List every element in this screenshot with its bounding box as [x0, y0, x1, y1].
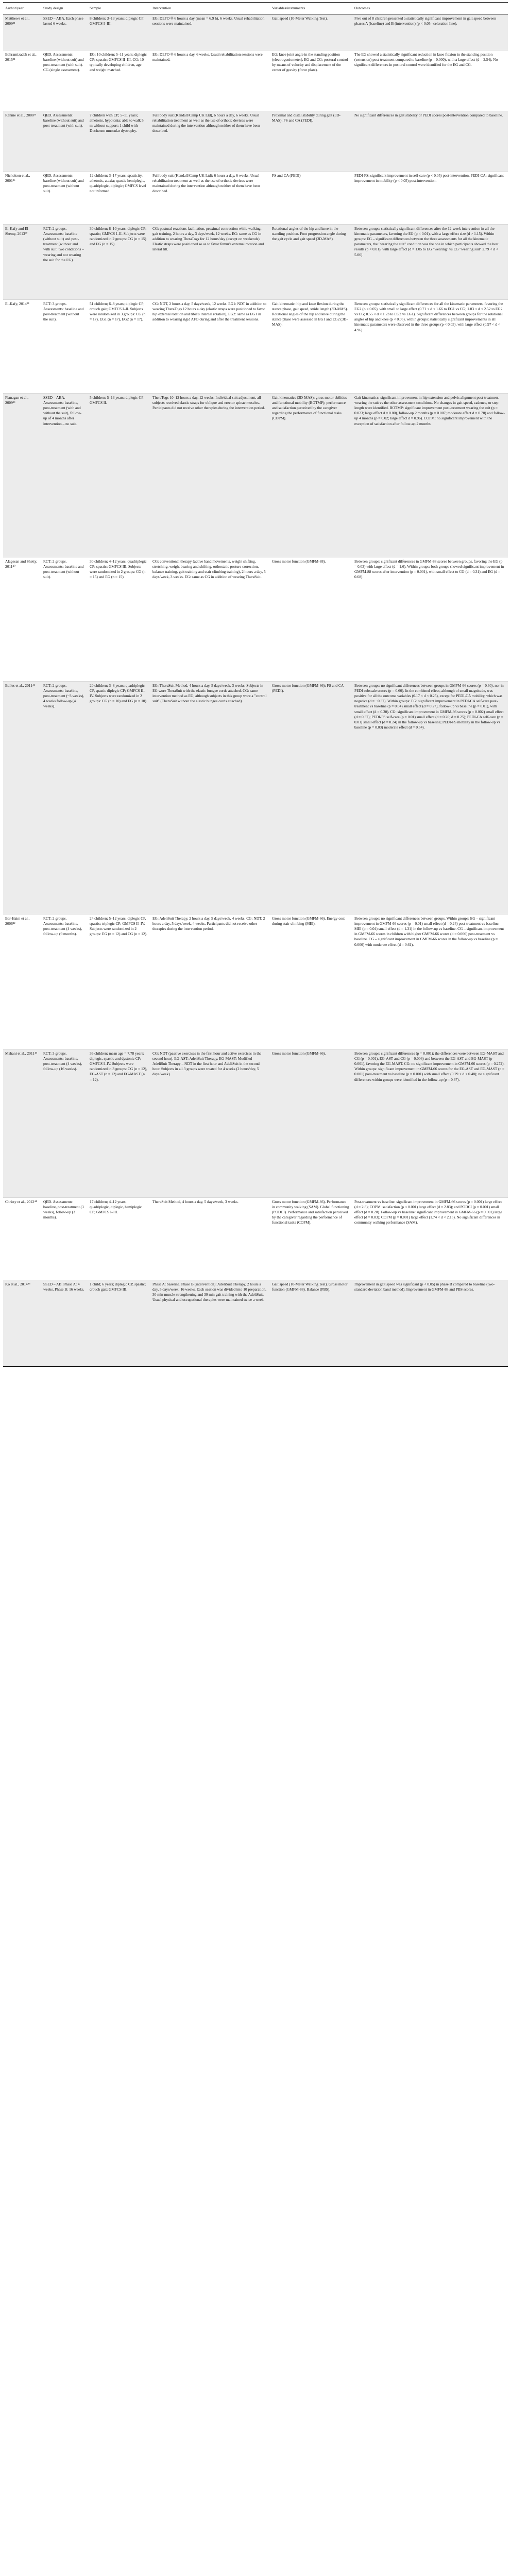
sample-cell: 7 children with CP; 5–11 years; athetosis, hypotonia; able to walk 5 m without support; 1 child with Duchenne muscular dystrophy. — [88, 111, 150, 172]
outcomes-cell: Between groups: statistically significant differences after the 12-week intervention in all the kinematic parameters, favoring the EG (p < 0.01), with a large effect size (d > 1.15). Within groups: EG – significant differences between the three assessments for all the kinematic parameters, the "wearing the suit" condition was the one in which participants showed the best results (p < 0.01), with large effect (d = 1.05 to EG "wearing" vs EG "wearing suit" 2.79 < d < 5.06). — [352, 225, 508, 300]
intervention-cell: EG: DEFO ® 6 hours a day, 6 weeks. Usual rehabilitation sessions were maintained. — [150, 50, 270, 111]
intervention-cell: TheraSuit Method, 4 hours a day, 5 days/week, 3 weeks. — [150, 1198, 270, 1280]
table-row — [3, 225, 508, 300]
intervention-cell: TheraTogs 10–12 hours a day, 12 weeks. Individual suit adjustment, all subjects received elastic straps for oblique and erector spinae muscles. Participants did not receive other therapies during the intervention period. — [150, 394, 270, 557]
variables-cell: Gait speed (10-Meter Walking Test). Gross motor function (GMFM-88). Balance (PBS). — [270, 1280, 352, 1367]
header-variables-instruments: Variables/instruments — [270, 3, 352, 14]
variables-cell: Gross motor function (GMFM-66). Energy cost during stair-climbing (MEI). — [270, 914, 352, 1049]
intervention-cell: Phase A: baseline. Phase B (intervention): AdeliSuit Therapy, 2 hours a day, 5 days/week, 16 weeks. Each session was divided into 10 preparation, 30 min muscle strengthening and 30 min gait training with the AdeliSuit. Usual physical and occupational therapies were maintained twice a week. — [150, 1280, 270, 1367]
sample-cell: 5 children; 5–13 years; diplegic CP; GMFCS II. — [88, 394, 150, 557]
author-year-cell: El-Kafy, 2014³⁸ — [3, 300, 41, 394]
variables-cell: Gait kinematic: hip and knee flexion during the stance phase, gait speed, stride length (3D-MAS). Rotational angles of the hip and knee during the stance phase were assessed in EG1 and EG2 (3D-MAS). — [270, 300, 352, 394]
variables-cell: FS and CA (PEDI) — [270, 172, 352, 225]
variables-cell: EG: knee joint angle in the standing position (electrogoniometer). EG and CG: postural control by means of velocity and displacement of the center of gravity (force plate). — [270, 50, 352, 111]
study-design-cell: RCT: 2 groups. Assessments: baseline (without suit) and post-treatment (without and with suit: two conditions – wearing and not wearing the suit for the EG). — [41, 225, 88, 300]
studies-table — [3, 2, 508, 1367]
header-row — [3, 3, 508, 14]
outcomes-cell: Between groups: significant differences in GMFM-88 scores between groups, favoring the EG (p = 0.03) with large effect (d = 1.6). Within groups: both groups showed significant improvement in GMFM-88 scores after intervention (p = 0.001), with small effect to CG (d = 0.31) and EG (d = 0.68). — [352, 557, 508, 682]
study-design-cell: RCT: 3 groups. Assessments: baseline, post-treatment (4 weeks), follow-up (16 weeks). — [41, 1049, 88, 1198]
variables-cell: Rotational angles of the hip and knee in the standing position. Foot progression angle during the gait cycle and gait speed (3D-MAS). — [270, 225, 352, 300]
table-row — [3, 1198, 508, 1280]
outcomes-cell: Between groups: no significant differences between groups. Within groups: EG – significant improvement in GMFM-66 scores (p = 0.01) small effect (d = 0.24) post-treatment vs baseline. MEI (p = 0.04) small effect (d = 1.31) in the follow-up vs baseline. CG – significant improvement in GMFM-66 scores in children with higher GMFM-66 scores (d = 0.006) post-treatment vs baseline. CG – significant improvement in GMFM-66 scores in the follow-up vs baseline (p = 0.006) with moderate effect (d = 0.61). — [352, 914, 508, 1049]
variables-cell: Gross motor function (GMFM-88). — [270, 557, 352, 682]
intervention-cell: CG: postural reactions facilitation, proximal contraction while walking, gait training, 2 hours a day, 3 days/week, 12 weeks. EG: same as CG in addition to wearing TheraTogs for 12 hours/day (except on weekends). Elastic straps were positioned so as to favor femur's external rotation and lateral tilt. — [150, 225, 270, 300]
header-sample: Sample — [88, 3, 150, 14]
outcomes-cell: Gait kinematics: significant improvement in hip extension and pelvis alignment post-treatment wearing the suit vs the other assessment conditions. No changes in gait speed, cadence, or step length were identified. BOTMP: significant improvement post-treatment wearing the suit (p = 0.023; large effect d = 0.80), follow-up 2 months (p = 0.007; moderate effect d = 0.70) and follow-up 4 months (p = 0.02; large effect d = 0.96). COPM: no significant improvement with the exception of satisfaction after follow-up 2 months. — [352, 394, 508, 557]
study-design-cell: RCT: 2 groups. Assessments: baseline, post-treatment (~3 weeks), 4 weeks follow-up (4 weeks). — [41, 682, 88, 914]
sample-cell: 20 children; 3–8 years; quadriplegic CP, spastic diplegic CP; GMFCS II–IV. Subjects were randomized in 2 groups: CG (n = 10) and EG (n = 10). — [88, 682, 150, 914]
author-year-cell: Christy et al., 2012⁴⁴ — [3, 1198, 41, 1280]
outcomes-cell: Between groups: significant differences (p = 0.001); the differences were between EG-MAST and CG (p = 0.001), EG-AST and CG (p = 0.006) and between the EG-AST and EG-MAST (p = 0.001), favoring the EG-MAST. CG: no significant improvement in GMFM-66 scores (p = 0.272). Within groups: significant improvement in GMFM-66 scores for the EG-AST and EG-MAST (p = 0.001) post-treatment vs baseline (p = 0.001) with small effect (0.29 < d < 0.48); no significant differences within groups were identified in the follow-up (p = 0.67). — [352, 1049, 508, 1198]
study-design-cell: QED. Assessments: baseline (without suit) and post-treatment (with suit). — [41, 111, 88, 172]
table-row — [3, 1280, 508, 1367]
variables-cell: Gross motor function (GMFM-66). Performance in community walking (SAM). Global functioning (PODCI). Performance and satisfaction perceived by the caregiver regarding the performance of functional tasks (COPM). — [270, 1198, 352, 1280]
intervention-cell: EG: TheraSuit Method, 4 hours a day, 5 days/week, 3 weeks. Subjects in EG wore TheraSuit with the elastic bungee cords attached. CG: same intervention method as EG, although subjects in this group wore a "control suit" (TheraSuit without the elastic bungee cords attached). — [150, 682, 270, 914]
study-design-cell: RCT: 3 groups. Assessments: baseline and post-treatment (without the suit). — [41, 300, 88, 394]
study-design-cell: QED. Assessments: baseline (without suit) and post-treatment (with suit). CG (single assessment). — [41, 50, 88, 111]
sample-cell: 12 children; 3–17 years; spasticity, athetosis, ataxia; spastic hemiplegic, quadriplegic, diplegic; GMFCS level not informed. — [88, 172, 150, 225]
intervention-cell: CG: NDT, 2 hours a day, 5 days/week, 12 weeks. EG1: NDT in addition to wearing TheraTogs 12 hours a day (elastic straps were positioned to favor hip external rotation and tibia's internal rotation), EG2: same as EG1 in addition to wearing rigid AFO during and after the treatment sessions. — [150, 300, 270, 394]
study-design-cell: RCT: 2 groups. Assessments: baseline and post-treatment (without suit). — [41, 557, 88, 682]
outcomes-cell: Five out of 8 children presented a statistically significant improvement in gait speed between phases A (baseline) and B (intervention) (p < 0.05 –celeration line). — [352, 14, 508, 50]
author-year-cell: Matthews et al., 2009³³ — [3, 14, 41, 50]
table-header — [3, 3, 508, 14]
variables-cell: Gait kinematics (3D-MAS); gross motor abilities and functional mobility (BOTMP); performance and satisfaction perceived by the caregiver regarding the performance of functional tasks (COPM). — [270, 394, 352, 557]
author-year-cell: Bar-Haim et al., 2006⁴² — [3, 914, 41, 1049]
study-design-cell: SSED – ABA. Assessments: baseline, post-treatment (with and without the suit), follow-up of 4 months after intervention – no suit. — [41, 394, 88, 557]
table-row — [3, 300, 508, 394]
table-row — [3, 682, 508, 914]
outcomes-cell: Between groups: statistically significant differences for all the kinematic parameters, favoring the EG2 (p < 0.05), with small to large effect (0.71 < d < 1.66 to EG1 vs CG; 1.03 < d < 2.52 to EG2 vs CG; 0.55 < d < 1.23 to EG2 vs EG1). Significant differences between groups for the rotational angles of hip and knee (p < 0.05), within groups: statistically significant improvements in all kinematic parameters were observed in the three groups (p < 0.05), with large effect (0.97 < d < 4.96). — [352, 300, 508, 394]
outcomes-cell: No significant differences in gait stability or PEDI scores post-intervention compared to baseline. — [352, 111, 508, 172]
intervention-cell: Full body suit (Kendall/Camp UK Ltd), 6 hours a day, 6 weeks. Usual rehabilitation treatment as well as the use of orthotic devices were maintained during the intervention although neither of them have been described. — [150, 111, 270, 172]
variables-cell: Proximal and distal stability during gait (3D-MAS); FS and CA (PEDI). — [270, 111, 352, 172]
study-design-cell: RCT: 2 groups. Assessments: baseline, post-treatment (4 weeks), follow-up (9 months). — [41, 914, 88, 1049]
study-design-cell: SSED – AB. Phase A: 4 weeks. Phase B: 16 weeks. — [41, 1280, 88, 1367]
sample-cell: EG: 10 children; 5–11 years; diplegic CP; spastic; GMFCS II–III. CG: 10 typically developing children, age and weight matched. — [88, 50, 150, 111]
sample-cell: 17 children; 4–12 years; quadriplegic, diplegic, hemiplegic CP; GMFCS I–III. — [88, 1198, 150, 1280]
author-year-cell: Nicholson et al., 2001³⁶ — [3, 172, 41, 225]
study-design-cell: QED. Assessments: baseline (without suit) and post-treatment (without suit). — [41, 172, 88, 225]
author-year-cell: Bahramizadeh et al., 2015³⁴ — [3, 50, 41, 111]
outcomes-cell: PEDI-FS: significant improvement in self-care (p < 0.05) post-intervention. PEDI-CA: significant improvement in mobility (p < 0.05) post-intervention. — [352, 172, 508, 225]
variables-cell: Gross motor function (GMFM-66); FS and CA (PEDI). — [270, 682, 352, 914]
table-row — [3, 111, 508, 172]
author-year-cell: El-Kafy and El-Shemy, 2013³⁷ — [3, 225, 41, 300]
header-author-year: Author/year — [3, 3, 41, 14]
table-row — [3, 1049, 508, 1198]
sample-cell: 30 children; 4–12 years; quadriplegic CP; spastic; GMFCS III. Subjects were randomized in 2 groups: CG (n = 15) and EG (n = 15). — [88, 557, 150, 682]
outcomes-cell: Post-treatment vs baseline: significant improvement in GMFM-66 scores (p = 0.001) large effect (d = 2.8); COPM: satisfaction (p < 0.001) large effect (d = 2.83); and PODCI (p = 0.001) small effect (d = 0.28). Follow-up vs baseline: significant improvement in GMFM-66 (p = 0.001) large effect (d = 0.83); COPM (p = 0.001) large effect (1.74 < d < 2.15). No significant differences in community walking performance (SAM). — [352, 1198, 508, 1280]
study-design-cell: SSED – ABA. Each phase lasted 6 weeks. — [41, 14, 88, 50]
intervention-cell: EG: DEFO ® 6 hours a day (mean = 6.9 h), 6 weeks. Usual rehabilitation sessions were maintained. — [150, 14, 270, 50]
author-year-cell: Rennie et al., 2000³⁵ — [3, 111, 41, 172]
intervention-cell: Full body suit (Kendall/Camp UK Ltd); 6 hours a day, 6 weeks. Usual rehabilitation treatment as well as the use of orthotic devices were maintained during the intervention although neither of them have been described. — [150, 172, 270, 225]
author-year-cell: Flanagan et al., 2009³⁹ — [3, 394, 41, 557]
intervention-cell: CG: conventional therapy (active hand movements, weight shifting, stretching, weight bearing and shifting, orthostatic posture correction, balance training, gait training and stair climbing training), 2 hours a day, 5 days/week, 3 weeks. EG: same as CG in addition of wearing TheraSuit. — [150, 557, 270, 682]
variables-cell: Gait speed (10-Meter Walking Test). — [270, 14, 352, 50]
table-row — [3, 14, 508, 50]
author-year-cell: Mahani et al., 2011⁴³ — [3, 1049, 41, 1198]
table-row — [3, 394, 508, 557]
outcomes-cell: Between groups: no significant differences between groups in GMFM-66 scores (p = 0.60), nor in PEDI subscale scores (p = 0.60). In the combined effect, although of small magnitude, was positive for all the outcome variables (0.17 < d < 0.25), except for PEDI-CA mobility, which was negative (d = −0.37). Within groups: EG: significant improvement in PEDI-CA self-care post-treatment vs baseline (p = 0.04) small effect (d = 0.27), follow-up vs baseline (p = 0.01), with small effect (d = 0.30). CG: significant improvement in GMFM-66 scores (p = 0.002) small effect (d = 0.37); PEDI-FS self-care (p = 0.01) small effect (d = 0.20; d = 0.25); PEDI-CA self-care (p = 0.01) small effect (d = 0.24) in the follow-up vs baseline; PEDI-FS mobility in the follow-up vs baseline (p = 0.03) moderate effect (d = 0.54). — [352, 682, 508, 914]
author-year-cell: Ko et al., 2014⁴⁵ — [3, 1280, 41, 1367]
table-row — [3, 557, 508, 682]
sample-cell: 24 children; 5–12 years; diplegic CP, spastic; triplegic CP; GMFCS II–IV. Subjects were randomized in 2 groups: EG (n = 12) and CG (n = 12). — [88, 914, 150, 1049]
sample-cell: 30 children; 8–10 years; diplegic CP; spastic; GMFCS I–II. Subjects were randomized in 2 groups: CG (n = 15) and EG (n = 15). — [88, 225, 150, 300]
sample-cell: 36 children; mean age = 7.78 years; diplegic, spastic and dystonic CP; GMFCS I–IV. Subjects were randomized in 3 groups: CG (n = 12), EG-AST (n = 12) and EG-MAST (n = 12). — [88, 1049, 150, 1198]
variables-cell: Gross motor function (GMFM-66). — [270, 1049, 352, 1198]
table-row — [3, 50, 508, 111]
outcomes-cell: Improvement in gait speed was significant (p < 0.05) in phase B compared to baseline (two-standard deviation band method). Improvement in GMFM-88 and PBS scores. — [352, 1280, 508, 1367]
table-body — [3, 14, 508, 1367]
sample-cell: 51 children; 6–8 years; diplegic CP; crouch gait; GMFCS I–II. Subjects were randomized in 3 groups: CG (n = 17), EG1 (n = 17), EG2 (n = 17). — [88, 300, 150, 394]
outcomes-cell: The EG showed a statistically significant reduction in knee flexion in the standing position (extension) post-treatment compared to baseline (p = 0.000), with a large effect (d = 2.54). No significant differences in postural control were identified for the EG and CG. — [352, 50, 508, 111]
header-outcomes: Outcomes — [352, 3, 508, 14]
header-study-design: Study design — [41, 3, 88, 14]
table-row — [3, 172, 508, 225]
sample-cell: 8 children; 3–13 years; diplegic CP; GMFCS I–III. — [88, 14, 150, 50]
sample-cell: 1 child; 6 years; diplegic CP, spastic; crouch gait; GMFCS III. — [88, 1280, 150, 1367]
study-design-cell: QED. Assessments: baseline, post-treatment (3 weeks), follow-up (3 months). — [41, 1198, 88, 1280]
intervention-cell: EG: AdeliSuit Therapy, 2 hours a day, 5 days/week, 4 weeks. CG: NDT, 2 hours a day, 5 days/week, 4 weeks. Participants did not receive other therapies during the intervention period. — [150, 914, 270, 1049]
header-intervention: Intervention — [150, 3, 270, 14]
intervention-cell: CG: NDT (passive exercises in the first hour and active exercises in the second hour). EG-AST: AdeliSuit Therapy. EG-MAST: Modified AdeliSuit Therapy – NDT in the first hour and AdeliSuit in the second hour. Subjects in all 3 groups were treated for 4 weeks (2 hours/day, 5 days/week). — [150, 1049, 270, 1198]
table-row — [3, 914, 508, 1049]
author-year-cell: Bailes et al., 2011⁴¹ — [3, 682, 41, 914]
author-year-cell: Alagesan and Shetty, 2011⁴⁰ — [3, 557, 41, 682]
